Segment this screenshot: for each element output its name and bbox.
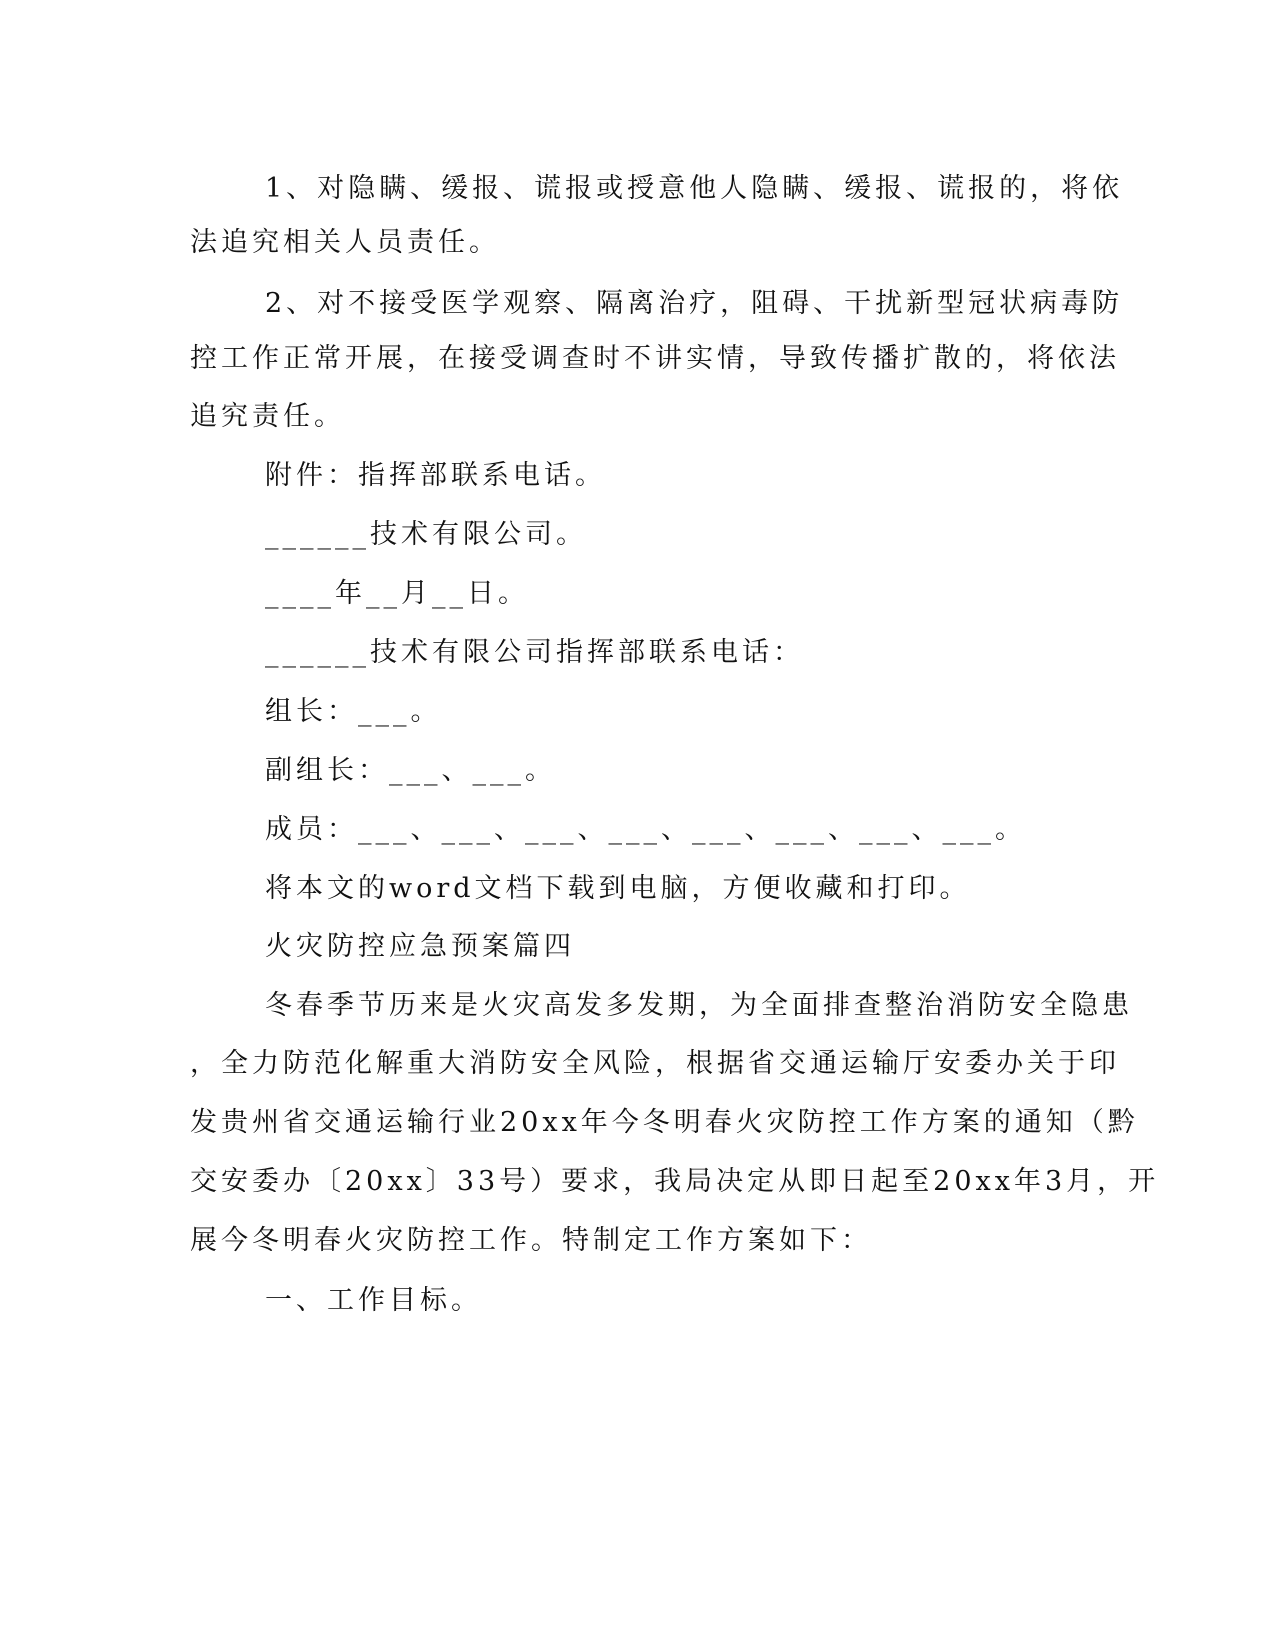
paragraph-line: 发贵州省交通运输行业20xx年今冬明春火灾防控工作方案的通知（黔	[190, 1107, 1139, 1138]
company-line: ______技术有限公司。	[265, 519, 587, 550]
section-title: 火灾防控应急预案篇四	[265, 931, 575, 962]
paragraph-line: 交安委办〔20xx〕33号）要求，我局决定从即日起至20xx年3月，开	[190, 1166, 1160, 1197]
paragraph-line: 展今冬明春火灾防控工作。特制定工作方案如下：	[190, 1225, 872, 1256]
subheading: 一、工作目标。	[265, 1285, 482, 1316]
paragraph-line: 冬春季节历来是火灾高发多发期，为全面排查整治消防安全隐患	[265, 990, 1133, 1021]
download-note: 将本文的word文档下载到电脑，方便收藏和打印。	[265, 873, 971, 904]
paragraph-line: 控工作正常开展，在接受调查时不讲实情，导致传播扩散的，将依法	[190, 343, 1120, 374]
contact-heading: ______技术有限公司指挥部联系电话：	[265, 637, 804, 668]
deputy-leader-line: 副组长：___、___。	[265, 755, 556, 786]
paragraph-line: 1、对隐瞒、缓报、谎报或授意他人隐瞒、缓报、谎报的，将依	[265, 173, 1124, 204]
members-line: 成员：___、___、___、___、___、___、___、___。	[265, 814, 1026, 845]
paragraph-line: 2、对不接受医学观察、隔离治疗，阻碍、干扰新型冠状病毒防	[265, 288, 1124, 319]
paragraph-line: ，全力防范化解重大消防安全风险，根据省交通运输厅安委办关于印	[190, 1048, 1120, 1079]
paragraph-line: 追究责任。	[190, 401, 345, 432]
date-line: ____年__月__日。	[265, 578, 529, 609]
paragraph-line: 法追究相关人员责任。	[190, 227, 500, 258]
leader-line: 组长：___。	[265, 696, 442, 727]
attachment-line: 附件：指挥部联系电话。	[265, 460, 606, 491]
